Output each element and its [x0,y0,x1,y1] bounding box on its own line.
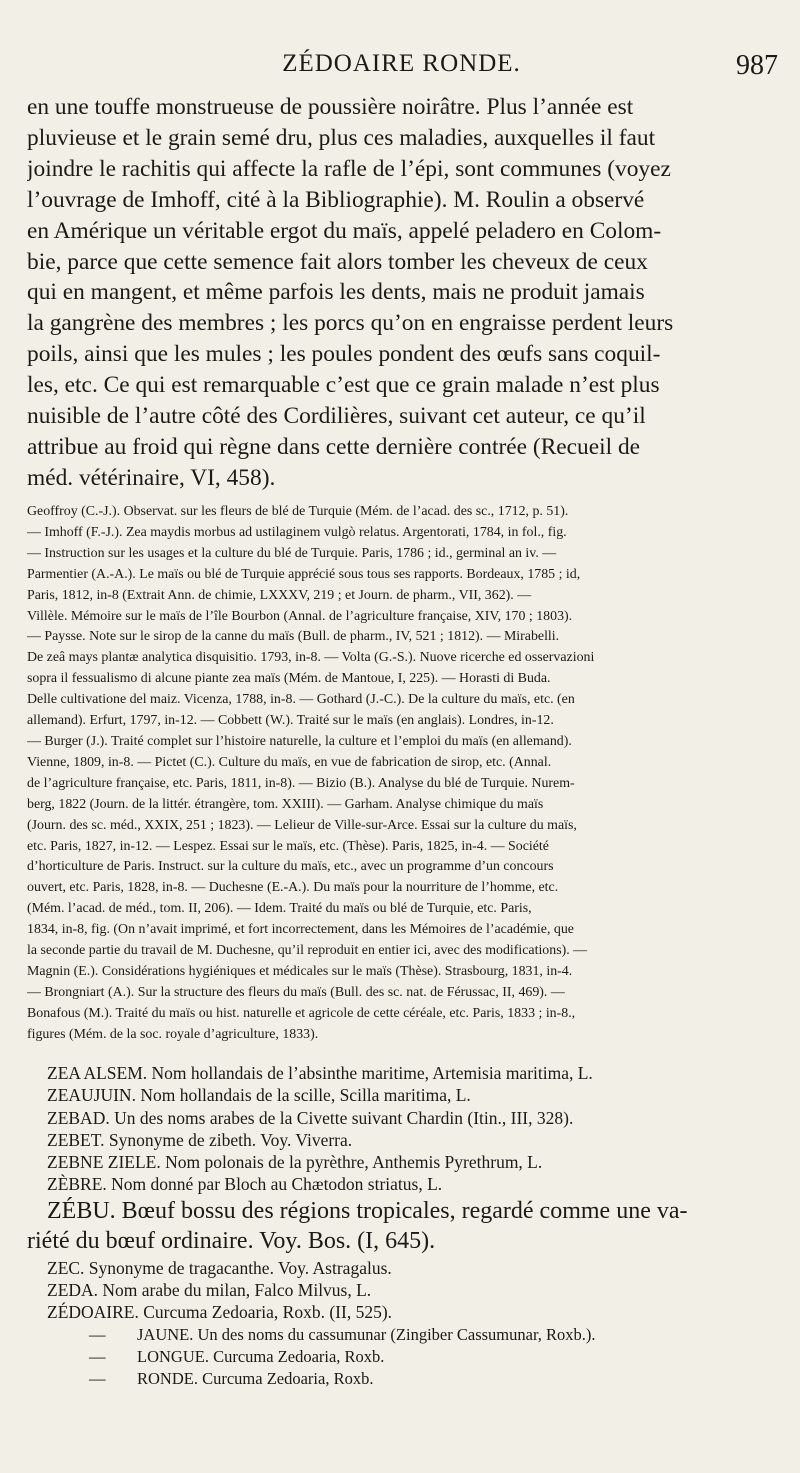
bibliography [27,502,767,1046]
paragraph-line: la gangrène des membres ; les porcs qu’on en engraisse perdent leurs [27,310,674,337]
bibliography-line: (Journ. des sc. méd., XXIX, 251 ; 1823). — Lelieur de Ville-sur-Arce. Essai sur la culture du maïs, [27,817,577,833]
dictionary-subentry [27,1368,767,1390]
bibliography-line: — Instruction sur les usages et la culture du blé de Turquie. Paris, 1786 ; id., germinal an iv. — [27,545,557,561]
bibliography-line: Vienne, 1809, in-8. — Pictet (C.). Culture du maïs, en vue de fabrication de sirop, etc. (Annal. [27,754,552,770]
page-number: 987 [736,50,778,81]
bibliography-line: Parmentier (A.-A.). Le maïs ou blé de Turquie apprécié sous tous ses rapports. Bordeaux, 1785 ; id, [27,566,581,582]
bibliography-line: — Brongniart (A.). Sur la structure des fleurs du maïs (Bull. des sc. nat. de Férussac, II, 469). — [27,984,565,1000]
dictionary-entry-major: riété du bœuf ordinaire. Voy. Bos. (I, 645). [27,1228,436,1255]
subentry-text: LONGUE. Curcuma Zedoaria, Roxb. [137,1346,385,1366]
bibliography-line: ouvert, etc. Paris, 1828, in-8. — Duchesne (E.-A.). Du maïs pour la nourriture de l’homme, etc. [27,880,559,896]
paragraph-line: en une touffe monstrueuse de poussière noirâtre. Plus l’année est [27,94,634,120]
paragraph-line: qui en mangent, et même parfois les dents, mais ne produit jamais [27,279,645,306]
bibliography-line: Magnin (E.). Considérations hygiéniques et médicales sur le maïs (Thèse). Strasbourg, 1831, in-4. [27,963,573,979]
bibliography-line: figures (Mém. de la soc. royale d’agriculture, 1833). [27,1026,319,1042]
dictionary-subentry [27,1346,767,1368]
subentry-text: JAUNE. Un des noms du cassumunar (Zingiber Cassumunar, Roxb.). [137,1324,596,1344]
dictionary-entries [27,1062,767,1391]
paragraph-line: pluvieuse et le grain semé dru, plus ces maladies, auxquelles il faut [27,124,656,151]
bibliography-line: — Imhoff (F.-J.). Zea maydis morbus ad ustilaginem vulgò relatus. Argentorati, 1784, in fol., fig. [27,524,567,540]
bibliography-line: etc. Paris, 1827, in-12. — Lespez. Essai sur le maïs, etc. (Thèse). Paris, 1825, in-4. — Société [27,838,549,854]
dictionary-entry: ZEC. Synonyme de tragacanthe. Voy. Astragalus. [47,1257,392,1278]
bibliography-line: De zeâ mays plantæ analytica disquisitio. 1793, in-8. — Volta (G.-S.). Nuove ricerche ed osservazioni [27,650,595,666]
subentry-text: RONDE. Curcuma Zedoaria, Roxb. [137,1369,374,1389]
paragraph-line: nuisible de l’autre côté des Cordilières, suivant cet auteur, ce qu’il [27,403,646,430]
paragraph-line: méd. vétérinaire, VI, 458). [27,464,276,491]
bibliography-line: Villèle. Mémoire sur le maïs de l’île Bourbon (Annal. de l’agriculture française, XIV, 170 ; 1803). [27,608,573,624]
bibliography-line: — Burger (J.). Traité complet sur l’histoire naturelle, la culture et l’emploi du maïs (en allemand). [27,733,572,749]
paragraph-line: les, etc. Ce qui est remarquable c’est que ce grain malade n’est plus [27,372,660,399]
running-header [25,50,778,90]
page-title: ZÉDOAIRE RONDE. [282,50,521,77]
dictionary-entry: ZÈBRE. Nom donné par Bloch au Chætodon striatus, L. [47,1174,443,1195]
subentry-dash: — [89,1324,106,1344]
dictionary-entry: ZÉDOAIRE. Curcuma Zedoaria, Roxb. (II, 525). [47,1302,393,1323]
bibliography-line: berg, 1822 (Journ. de la littér. étrangère, tom. XXIII). — Garham. Analyse chimique du maïs [27,796,544,812]
paragraph-line: attribue au froid qui règne dans cette dernière contrée (Recueil de [27,433,641,460]
bibliography-line: (Mém. l’acad. de méd., tom. II, 206). — Idem. Traité du maïs ou blé de Turquie, etc. Paris, [27,901,532,917]
dictionary-entry: ZEBNE ZIELE. Nom polonais de la pyrèthre, Anthemis Pyrethrum, L. [47,1152,543,1173]
bibliography-line: allemand). Erfurt, 1797, in-12. — Cobbett (W.). Traité sur le maïs (en anglais). Londres, in-12. [27,713,554,729]
bibliography-line: Delle cultivatione del maiz. Vicenza, 1788, in-8. — Gothard (J.-C.). De la culture du maïs, etc. (en [27,692,575,708]
dictionary-entry: ZEDA. Nom arabe du milan, Falco Milvus, L. [47,1280,372,1301]
paragraph-line: joindre le rachitis qui affecte la rafle de l’épi, sont communes (voyez [27,155,671,182]
bibliography-line: — Paysse. Note sur le sirop de la canne du maïs (Bull. de pharm., IV, 521 ; 1812). — Mirabelli. [27,629,560,645]
bibliography-line: Bonafous (M.). Traité du maïs ou hist. naturelle et agricole de cette céréale, etc. Paris, 1833 ; in-8., [27,1005,576,1021]
bibliography-line: la seconde partie du travail de M. Duchesne, qu’il reproduit en entier ici, avec des modifications). — [27,943,588,959]
paragraph-line: bie, parce que cette semence fait alors tomber les cheveux de ceux [27,248,648,275]
paragraph-line: poils, ainsi que les mules ; les poules pondent des œufs sans coquil- [27,341,661,368]
dictionary-subentry [27,1324,767,1346]
main-paragraph [27,92,763,494]
dictionary-entry: ZEAUJUIN. Nom hollandais de la scille, Scilla maritima, L. [47,1085,471,1106]
paragraph-line: en Amérique un véritable ergot du maïs, appelé peladero en Colom- [27,217,662,244]
bibliography-line: Geoffroy (C.-J.). Observat. sur les fleurs de blé de Turquie (Mém. de l’acad. des sc., 1712, p. 51). [27,504,569,519]
bibliography-line: de l’agriculture française, etc. Paris, 1811, in-8). — Bizio (B.). Analyse du blé de Turquie. Nurem- [27,775,575,791]
bibliography-line: sopra il fessualismo di alcune piante zea maïs (Mém. de Mantoue, I, 225). — Horasti di Buda. [27,671,551,687]
dictionary-entry: ZEBET. Synonyme de zibeth. Voy. Viverra. [47,1129,353,1150]
subentry-dash: — [89,1346,106,1366]
bibliography-line: 1834, in-8, fig. (On n’avait imprimé, et fort incorrectement, dans les Mémoires de l’académie, que [27,922,574,938]
dictionary-entry: ZEBAD. Un des noms arabes de la Civette suivant Chardin (Itin., III, 328). [47,1107,574,1128]
bibliography-line: d’horticulture de Paris. Instruct. sur la culture du maïs, etc., avec un programme d’un concours [27,859,554,875]
paragraph-line: l’ouvrage de Imhoff, cité à la Bibliographie). M. Roulin a observé [27,186,645,213]
subentry-dash: — [89,1369,106,1389]
bibliography-line: Paris, 1812, in-8 (Extrait Ann. de chimie, LXXXV, 219 ; et Journ. de pharm., VII, 362). — [27,587,532,603]
dictionary-entry: ZEA ALSEM. Nom hollandais de l’absinthe maritime, Artemisia maritima, L. [47,1063,593,1083]
dictionary-entry-major: ZÉBU. Bœuf bossu des régions tropicales, regardé comme une va- [47,1197,688,1224]
